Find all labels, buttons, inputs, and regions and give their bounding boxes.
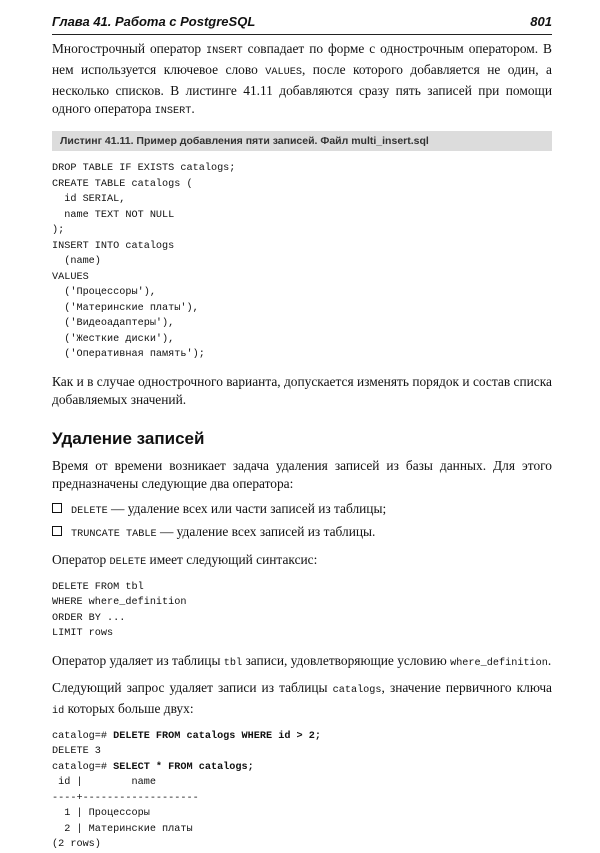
delete-intro-paragraph: Время от времени возникает задача удаления записей из базы данных. Для этого предназначены следующие два оператора: <box>52 457 552 491</box>
syntax-label: Оператор DELETE имеет следующий синтаксис: <box>52 551 318 568</box>
page-content <box>52 40 552 853</box>
listing-code: DROP TABLE IF EXISTS catalogs; CREATE TABLE catalogs ( id SERIAL, name TEXT NOT NULL ); INSERT INTO catalogs (name) VALUES ('Процессоры'), ('Материнские платы'), ('Видеоадаптеры'), ('Жесткие диски'), ('Оперативная память'); <box>52 163 236 360</box>
chapter-title: Глава 41. Работа с PostgreSQL <box>52 14 256 29</box>
checkbox-bullet-icon <box>52 503 62 513</box>
checkbox-bullet-icon <box>52 526 62 536</box>
delete-syntax-code: DELETE FROM tbl WHERE where_definition ORDER BY ... LIMIT rows <box>52 581 187 639</box>
intro-paragraph: Многострочный оператор INSERT совпадает по форме с однострочным оператором. В нем используется ключевое слово VALUES, после которого добавляется не один, а несколько списков. В листинге 41.11 добавляются сразу пять записей при помощи одного оператора INSERT. <box>52 41 552 117</box>
running-header <box>52 10 552 35</box>
page-number: 801 <box>530 14 552 29</box>
removes-paragraph: Оператор удаляет из таблицы tbl записи, удовлетворяющие условию where_definition. <box>52 652 552 669</box>
session-code: catalog=# DELETE FROM catalogs WHERE id > 2; DELETE 3 catalog=# SELECT * FROM catalogs; id | name ----+------------------- 1 | Процессоры 2 | Материнские платы (2 rows) <box>52 730 321 850</box>
bullet-truncate: TRUNCATE TABLE — удаление всех записей из таблицы. <box>52 522 552 545</box>
next-query-paragraph: Следующий запрос удаляет записи из таблицы catalogs, значение первичного ключа id которых больше двух: <box>52 679 553 717</box>
after-listing-paragraph: Как и в случае однострочного варианта, допускается изменять порядок и состав списка добавляемых значений. <box>52 373 552 407</box>
section-heading: Удаление записей <box>52 428 205 448</box>
bullet-delete: DELETE — удаление всех или части записей из таблицы; <box>52 499 552 522</box>
listing-caption: Листинг 41.11. Пример добавления пяти записей. Файл multi_insert.sql <box>52 131 552 151</box>
